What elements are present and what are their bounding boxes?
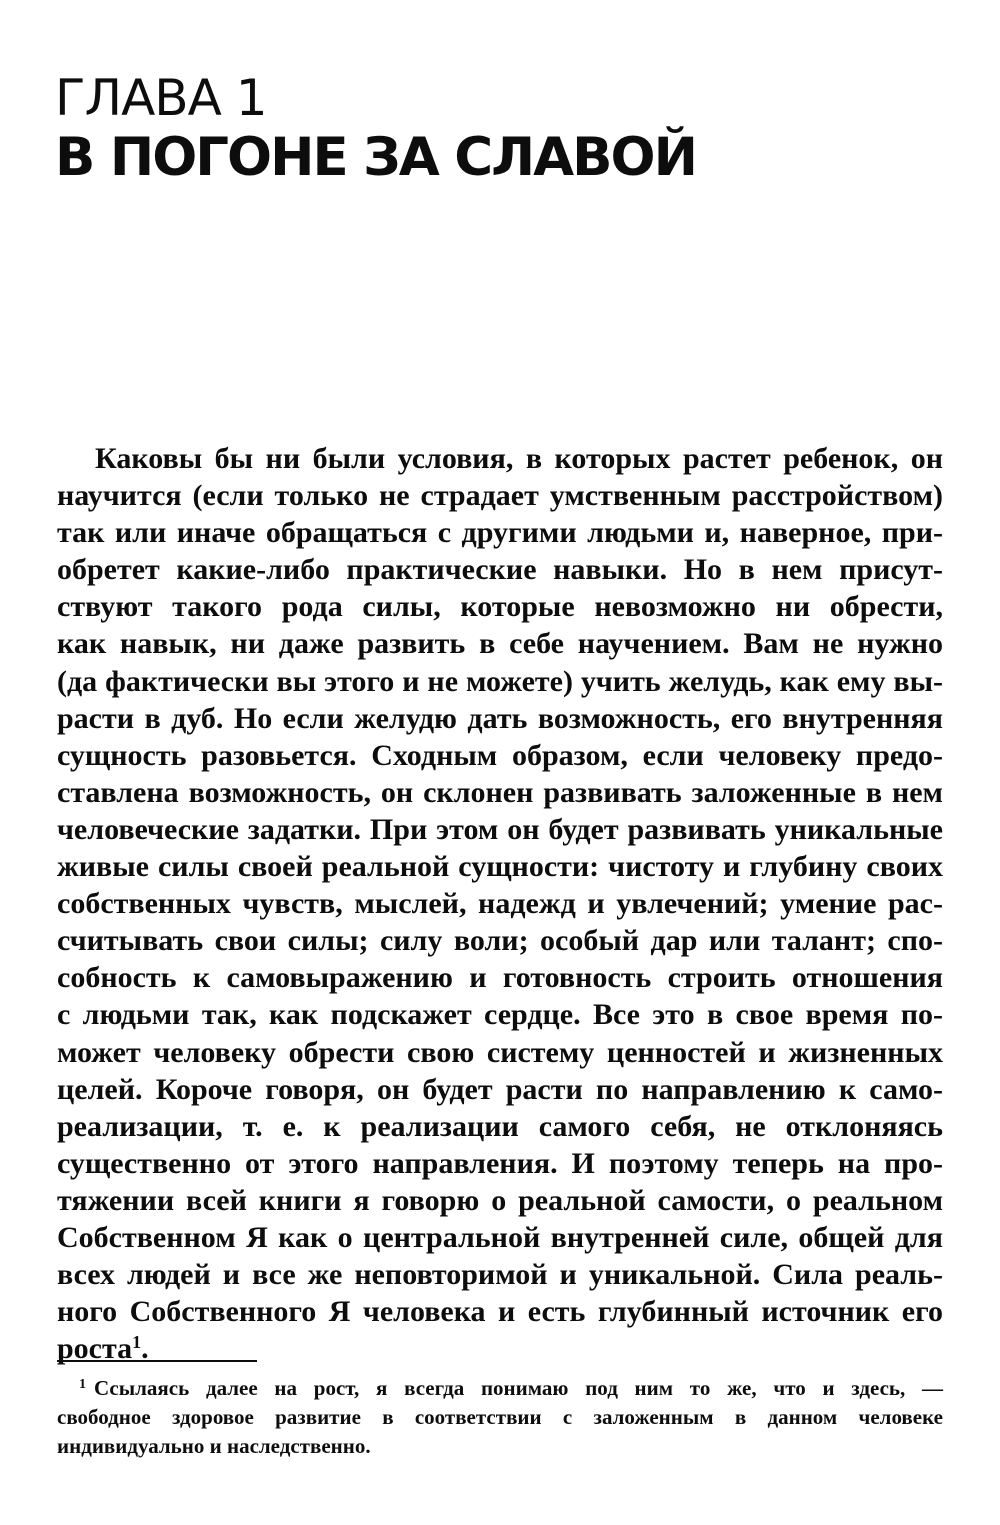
body-line: реализации, т. е. к реализации самого себя, не отклоняясь xyxy=(57,1109,943,1143)
body-line: целей. Короче говоря, он будет расти по направлению к само- xyxy=(57,1072,943,1106)
body-line: существенно от этого направления. И поэтому теперь на про- xyxy=(57,1146,943,1180)
body-line: расти в дуб. Но если желудю дать возможность, его внутренняя xyxy=(57,701,943,735)
body-line: ного Собственного Я человека и есть глубинный источник его xyxy=(57,1295,943,1329)
body-line: Каковы бы ни были условия, в которых растет ребенок, он xyxy=(95,442,943,475)
footnote xyxy=(57,1374,943,1461)
body-line: человеческие задатки. При этом он будет развивать уникальные xyxy=(57,812,943,846)
body-paragraph xyxy=(57,440,943,1367)
body-line: всех людей и все же неповторимой и уникальной. Сила реаль- xyxy=(57,1258,943,1292)
footnote-reference[interactable]: 1 xyxy=(132,1332,142,1353)
body-line: считывать свои силы; силу воли; особый дар или талант; спо- xyxy=(57,924,943,958)
body-line: собность к самовыражению и готовность строить отношения xyxy=(57,961,943,995)
body-line-text: роста xyxy=(57,1332,133,1366)
body-line-end-punct: . xyxy=(141,1332,149,1366)
body-line: так или иначе обращаться с другими людьми и, наверное, при- xyxy=(57,516,943,550)
footnote-line: индивидуально и наследственно. xyxy=(57,1434,371,1458)
body-line: собственных чувств, мыслей, надежд и увлечений; умение рас- xyxy=(57,887,943,921)
footnote-line-text: Ссылаясь далее на рост, я всегда понимаю под ним то же, что и здесь, — xyxy=(94,1376,943,1400)
body-line: с людьми так, как подскажет сердце. Все это в свое время по- xyxy=(57,998,943,1032)
body-line: живые силы своей реальной сущности: чистоту и глубину своих xyxy=(57,850,943,884)
body-line: обретет какие-либо практические навыки. Но в нем присут- xyxy=(57,553,943,587)
body-line: как навык, ни даже развить в себе научением. Вам не нужно xyxy=(57,627,943,661)
footnote-number: 1 xyxy=(79,1377,86,1392)
body-line: научится (если только не страдает умственным расстройством) xyxy=(57,479,943,513)
body-line: сущность разовьется. Сходным образом, если человеку предо- xyxy=(57,738,943,772)
footnote-line xyxy=(57,1374,943,1403)
body-line: может человеку обрести свою систему ценностей и жизненных xyxy=(57,1035,943,1069)
footnote-line: свободное здоровое развитие в соответствии с заложенным в данном человеке xyxy=(57,1405,943,1429)
body-line: ставлена возможность, он склонен развивать заложенные в нем xyxy=(57,775,943,809)
body-line: (да фактически вы этого и не можете) учить желудь, как ему вы- xyxy=(57,664,943,698)
footnote-divider xyxy=(57,1360,257,1362)
chapter-title: В ПОГОНЕ ЗА СЛАВОЙ xyxy=(55,127,696,188)
chapter-label: ГЛАВА 1 xyxy=(55,69,267,127)
body-line: Собственном Я как о центральной внутренней силе, общей для xyxy=(57,1220,943,1254)
body-line: тяжении всей книги я говорю о реальной самости, о реальном xyxy=(57,1183,943,1217)
body-line: ствуют такого рода силы, которые невозможно ни обрести, xyxy=(57,590,943,624)
